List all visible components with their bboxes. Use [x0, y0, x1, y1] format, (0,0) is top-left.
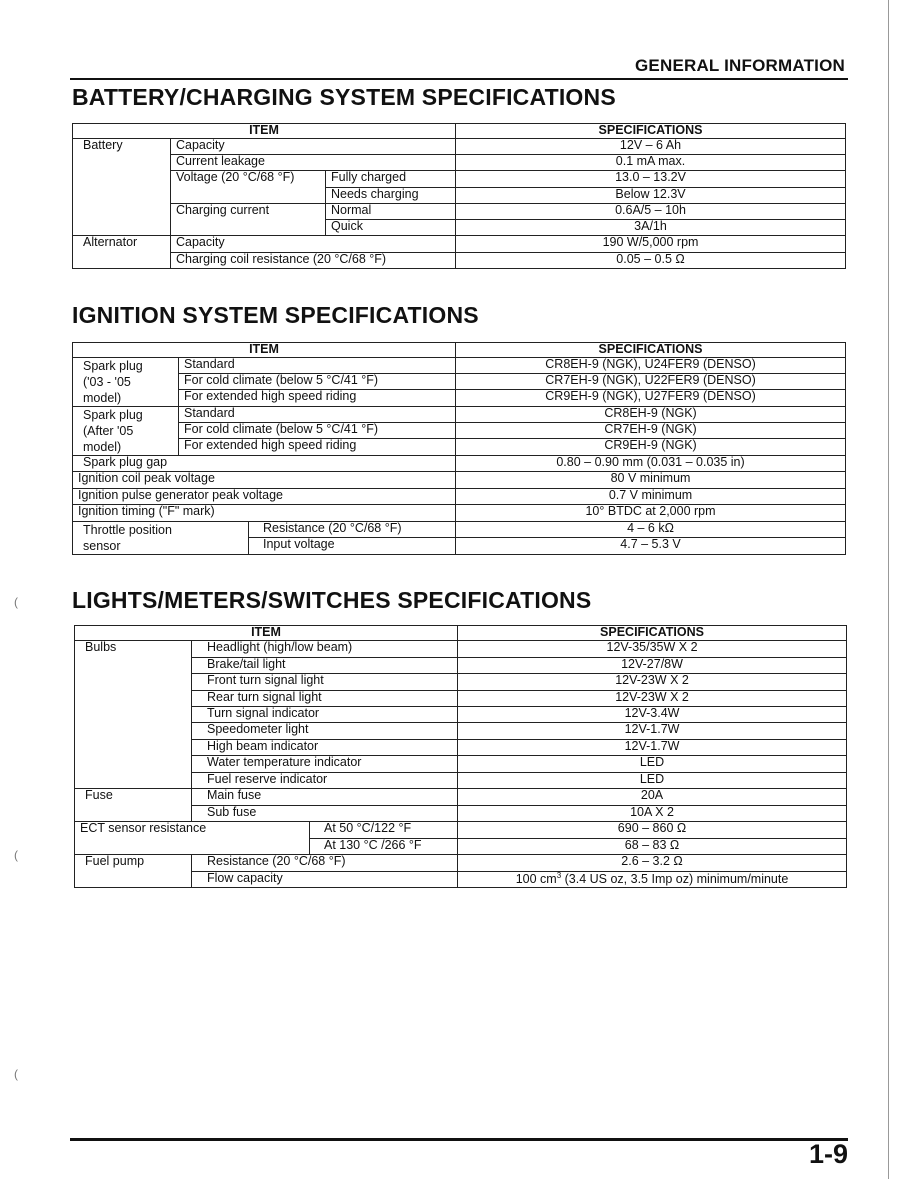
- row-value: 2.6 – 3.2 Ω: [458, 855, 847, 872]
- row-label: Main fuse: [192, 789, 458, 806]
- bulb-label: Headlight (high/low beam): [192, 641, 458, 658]
- table-row: [73, 505, 846, 522]
- row-label: Ignition coil peak voltage: [73, 472, 456, 489]
- fuse-label: Fuse: [75, 789, 192, 822]
- row-label: Current leakage: [171, 155, 456, 171]
- table-row: [73, 456, 846, 472]
- row-value: 0.7 V minimum: [456, 489, 846, 505]
- row-label: Capacity: [171, 139, 456, 155]
- table-row: [73, 155, 846, 171]
- lights-section-title: LIGHTS/METERS/SWITCHES SPECIFICATIONS: [72, 587, 592, 613]
- table-header-row: [73, 343, 846, 358]
- row-value: CR7EH-9 (NGK), U22FER9 (DENSO): [456, 374, 846, 390]
- row-value: 4.7 – 5.3 V: [456, 538, 846, 555]
- row-label: Voltage (20 °C/68 °F): [171, 171, 326, 204]
- row-value: CR8EH-9 (NGK): [456, 407, 846, 423]
- spark-plug-late-label: Spark plug (After '05 model): [73, 407, 179, 456]
- row-value: 0.1 mA max.: [456, 155, 846, 171]
- ignition-section-title: IGNITION SYSTEM SPECIFICATIONS: [72, 302, 479, 328]
- bulb-label: Speedometer light: [192, 723, 458, 740]
- row-sublabel: Resistance (20 °C/68 °F): [249, 522, 456, 538]
- row-value: CR7EH-9 (NGK): [456, 423, 846, 439]
- row-value: CR9EH-9 (NGK): [456, 439, 846, 456]
- row-sublabel: Input voltage: [249, 538, 456, 555]
- table-row: [73, 489, 846, 505]
- margin-mark: (: [14, 1067, 18, 1081]
- ignition-spec-table: [72, 342, 846, 555]
- row-value: 0.6A/5 – 10h: [456, 204, 846, 220]
- table-row: [73, 204, 846, 220]
- table-header-row: [73, 124, 846, 139]
- row-label: Charging coil resistance (20 °C/68 °F): [171, 253, 456, 269]
- row-value: 190 W/5,000 rpm: [456, 236, 846, 253]
- alternator-label: Alternator: [73, 236, 171, 269]
- row-label: Ignition pulse generator peak voltage: [73, 489, 456, 505]
- row-value: 4 – 6 kΩ: [456, 522, 846, 538]
- table-row: [73, 390, 846, 407]
- battery-section-title: BATTERY/CHARGING SYSTEM SPECIFICATIONS: [72, 84, 616, 110]
- spark-plug-early-label: Spark plug ('03 - '05 model): [73, 358, 179, 407]
- item-header: ITEM: [73, 124, 456, 139]
- bulb-value: 12V-23W X 2: [458, 691, 847, 707]
- bulb-label: Fuel reserve indicator: [192, 773, 458, 789]
- header-rule: [70, 78, 848, 80]
- row-value: 0.80 – 0.90 mm (0.031 – 0.035 in): [456, 456, 846, 472]
- table-row: [73, 358, 846, 374]
- bulb-label: High beam indicator: [192, 740, 458, 756]
- row-sublabel: At 130 °C /266 °F: [310, 839, 458, 855]
- row-sublabel: Normal: [326, 204, 456, 220]
- row-value: 690 – 860 Ω: [458, 822, 847, 839]
- fuel-pump-label: Fuel pump: [75, 855, 192, 888]
- row-value: 20A: [458, 789, 847, 806]
- row-label: For cold climate (below 5 °C/41 °F): [179, 423, 456, 439]
- table-row: [75, 822, 847, 839]
- page-number: 1-9: [808, 1139, 848, 1169]
- bulb-value: 12V-35/35W X 2: [458, 641, 847, 658]
- bulb-label: Rear turn signal light: [192, 691, 458, 707]
- spec-header: SPECIFICATIONS: [458, 626, 847, 641]
- table-row: [73, 407, 846, 423]
- table-row: [73, 139, 846, 155]
- row-label: For extended high speed riding: [179, 390, 456, 407]
- bulb-value: 12V-3.4W: [458, 707, 847, 723]
- flow-capacity-value: 100 $cm^3$ (3.4 US oz, 3.5 Imp oz) minimum/minute: [458, 872, 847, 888]
- battery-label: Battery: [73, 139, 171, 236]
- table-row: [73, 374, 846, 390]
- bulbs-label: Bulbs: [75, 641, 192, 789]
- bulb-label: Turn signal indicator: [192, 707, 458, 723]
- table-row: [73, 253, 846, 269]
- page-edge-line: [888, 0, 889, 1179]
- footer-rule: [70, 1138, 848, 1141]
- row-label: For cold climate (below 5 °C/41 °F): [179, 374, 456, 390]
- bulb-value: 12V-1.7W: [458, 740, 847, 756]
- table-row: [73, 171, 846, 188]
- table-row: [75, 641, 847, 658]
- throttle-sensor-label: Throttle position sensor: [73, 522, 249, 555]
- row-sublabel: Needs charging: [326, 188, 456, 204]
- table-row: [73, 472, 846, 489]
- header-title: GENERAL INFORMATION: [635, 56, 845, 75]
- row-value: 68 – 83 Ω: [458, 839, 847, 855]
- row-label: Spark plug gap: [73, 456, 456, 472]
- row-label: Ignition timing ("F" mark): [73, 505, 456, 522]
- row-label: Standard: [179, 407, 456, 423]
- table-row: [73, 423, 846, 439]
- table-row: [73, 236, 846, 253]
- row-value: 12V – 6 Ah: [456, 139, 846, 155]
- row-label: Standard: [179, 358, 456, 374]
- row-value: CR9EH-9 (NGK), U27FER9 (DENSO): [456, 390, 846, 407]
- row-label: Charging current: [171, 204, 326, 236]
- table-header-row: [75, 626, 847, 641]
- bulb-value: 12V-27/8W: [458, 658, 847, 674]
- row-sublabel: At 50 °C/122 °F: [310, 822, 458, 839]
- margin-mark: (: [14, 848, 18, 862]
- spec-header: SPECIFICATIONS: [456, 343, 846, 358]
- row-value: 3A/1h: [456, 220, 846, 236]
- row-value: 13.0 – 13.2V: [456, 171, 846, 188]
- row-label: Flow capacity: [192, 872, 458, 888]
- item-header: ITEM: [75, 626, 458, 641]
- item-header: ITEM: [73, 343, 456, 358]
- margin-mark: (: [14, 595, 18, 609]
- bulb-value: LED: [458, 773, 847, 789]
- row-value: 10° BTDC at 2,000 rpm: [456, 505, 846, 522]
- bulb-value: LED: [458, 756, 847, 773]
- table-row: [75, 855, 847, 872]
- row-value: CR8EH-9 (NGK), U24FER9 (DENSO): [456, 358, 846, 374]
- lights-spec-table: [74, 625, 847, 888]
- bulb-label: Water temperature indicator: [192, 756, 458, 773]
- row-label: Capacity: [171, 236, 456, 253]
- table-row: [73, 522, 846, 538]
- bulb-label: Front turn signal light: [192, 674, 458, 691]
- ect-label: ECT sensor resistance: [75, 822, 310, 855]
- row-value: 80 V minimum: [456, 472, 846, 489]
- row-label: For extended high speed riding: [179, 439, 456, 456]
- battery-spec-table: [72, 123, 846, 269]
- row-label: Sub fuse: [192, 806, 458, 822]
- row-value: 0.05 – 0.5 Ω: [456, 253, 846, 269]
- row-sublabel: Fully charged: [326, 171, 456, 188]
- row-value: 10A X 2: [458, 806, 847, 822]
- row-value: Below 12.3V: [456, 188, 846, 204]
- bulb-value: 12V-23W X 2: [458, 674, 847, 691]
- table-row: [73, 439, 846, 456]
- row-sublabel: Quick: [326, 220, 456, 236]
- row-label: Resistance (20 °C/68 °F): [192, 855, 458, 872]
- bulb-label: Brake/tail light: [192, 658, 458, 674]
- spec-header: SPECIFICATIONS: [456, 124, 846, 139]
- table-row: [75, 789, 847, 806]
- bulb-value: 12V-1.7W: [458, 723, 847, 740]
